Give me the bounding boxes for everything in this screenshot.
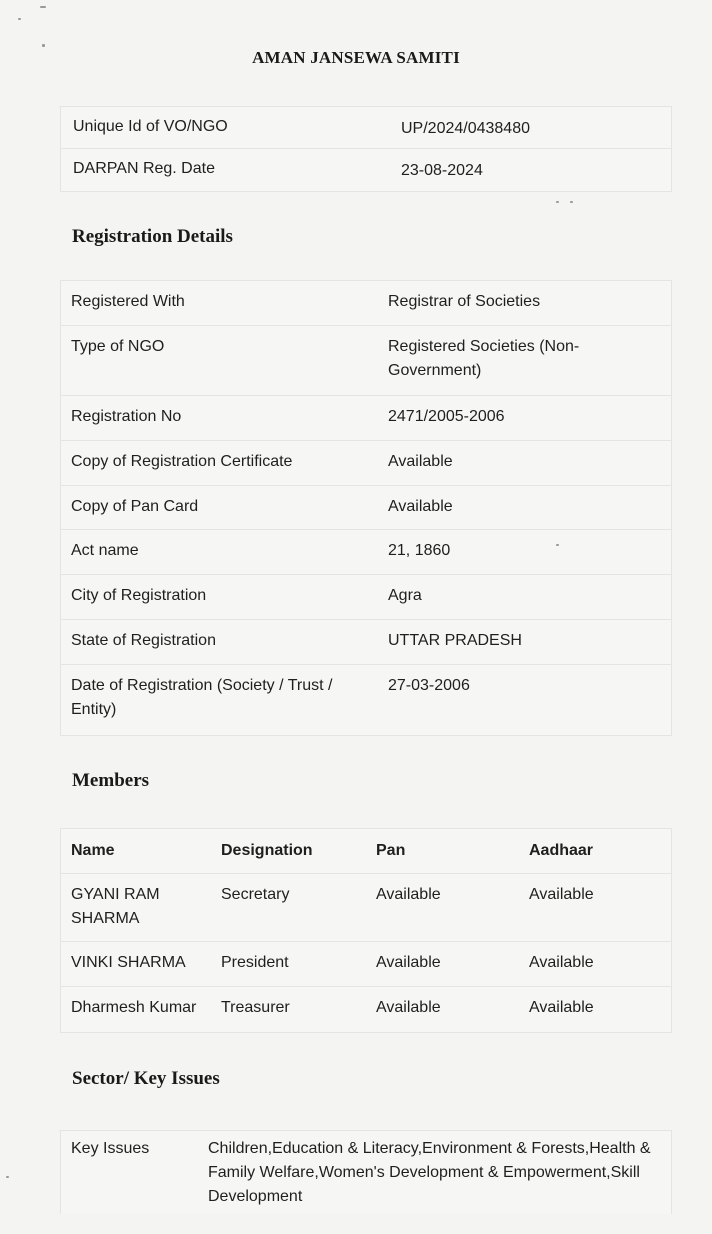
scan-speck [42, 44, 45, 47]
member-designation: President [221, 954, 289, 971]
scan-speck [6, 1176, 9, 1178]
scan-speck [40, 6, 46, 8]
table-row [61, 575, 671, 620]
darpan-date-label: DARPAN Reg. Date [73, 160, 215, 177]
member-pan: Available [376, 999, 441, 1016]
table-row [61, 107, 671, 149]
registration-heading: Registration Details [72, 226, 233, 247]
scan-speck [556, 201, 559, 203]
ngo-id-value: UP/2024/0438480 [401, 120, 530, 137]
table-row [61, 149, 671, 191]
column-header-designation: Designation [221, 842, 313, 859]
member-pan: Available [376, 886, 441, 903]
member-designation: Secretary [221, 886, 290, 903]
scan-speck [570, 201, 573, 203]
key-issues-value: Children,Education & Literacy,Environment & Forests,Health & Family Welfare,Women's Development & Empowerment,Skill Development [208, 1140, 651, 1205]
member-aadhaar: Available [529, 999, 594, 1016]
member-name: Dharmesh Kumar [71, 999, 197, 1016]
reg-value: 27-03-2006 [388, 677, 470, 694]
reg-label: Copy of Registration Certificate [71, 453, 293, 470]
key-issues-table [60, 1130, 672, 1214]
table-row [61, 987, 671, 1032]
key-issues-label: Key Issues [71, 1140, 150, 1157]
reg-label: Registration No [71, 408, 182, 425]
reg-label: State of Registration [71, 632, 216, 649]
reg-label: Registered With [71, 293, 185, 310]
reg-value: Registrar of Societies [388, 293, 541, 310]
reg-value: Agra [388, 587, 422, 604]
table-row [61, 441, 671, 486]
table-row [61, 620, 671, 665]
table-row [61, 530, 671, 575]
members-table [60, 828, 672, 1033]
table-row [61, 326, 671, 396]
table-row [61, 665, 671, 735]
ngo-id-label: Unique Id of VO/NGO [73, 118, 228, 135]
registration-table [60, 280, 672, 736]
reg-value: 2471/2005-2006 [388, 408, 505, 425]
table-row [61, 874, 671, 942]
members-heading: Members [72, 770, 150, 791]
table-header-row [61, 829, 671, 874]
member-aadhaar: Available [529, 954, 594, 971]
table-row [61, 396, 671, 441]
reg-value: UTTAR PRADESH [388, 632, 522, 649]
reg-label: City of Registration [71, 587, 207, 604]
scan-speck [556, 544, 559, 546]
reg-value: Available [388, 498, 453, 515]
member-designation: Treasurer [221, 999, 290, 1016]
table-row [61, 486, 671, 530]
ngo-info-table [60, 106, 672, 192]
reg-label: Date of Registration (Society / Trust / Entity) [71, 677, 333, 718]
darpan-date-value: 23-08-2024 [401, 162, 483, 179]
reg-value: 21, 1860 [388, 542, 451, 559]
column-header-pan: Pan [376, 842, 406, 859]
scan-speck [18, 18, 21, 20]
column-header-aadhaar: Aadhaar [529, 842, 594, 859]
reg-label: Type of NGO [71, 338, 165, 355]
member-name: VINKI SHARMA [71, 954, 186, 971]
reg-value: Registered Societies (Non-Government) [388, 338, 580, 379]
member-name: GYANI RAM SHARMA [71, 886, 160, 927]
reg-label: Act name [71, 542, 139, 559]
member-pan: Available [376, 954, 441, 971]
reg-value: Available [388, 453, 453, 470]
reg-label: Copy of Pan Card [71, 498, 199, 515]
page-title: AMAN JANSEWA SAMITI [252, 48, 460, 67]
sectors-heading: Sector/ Key Issues [72, 1068, 220, 1089]
column-header-name: Name [71, 842, 115, 859]
member-aadhaar: Available [529, 886, 594, 903]
table-row [61, 942, 671, 987]
table-row [61, 281, 671, 326]
